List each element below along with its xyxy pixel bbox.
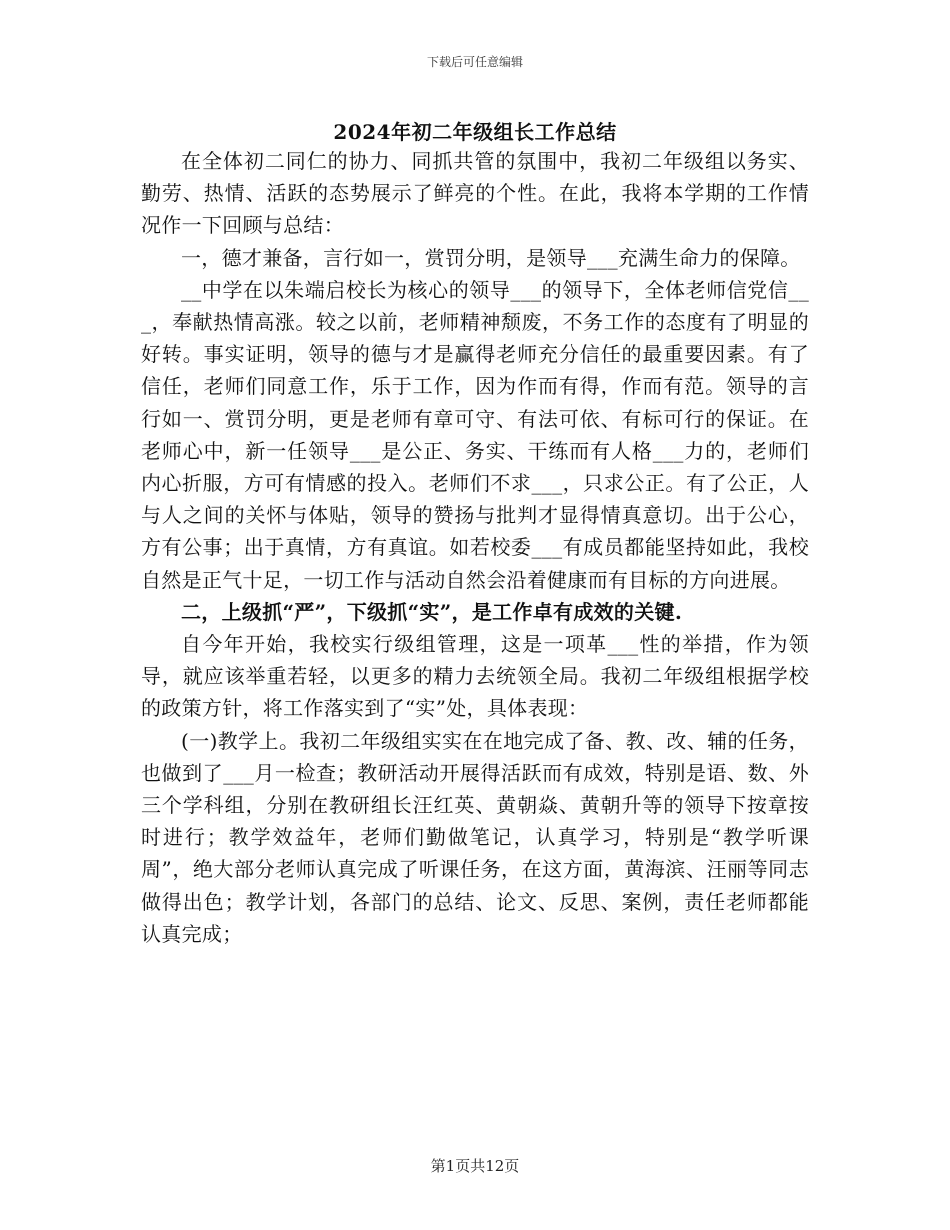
document-body xyxy=(141,145,809,950)
paragraph-teaching: (一)教学上。我初二年级组实实在在地完成了备、教、改、辅的任务，也做到了___月一检查；教研活动开展得活跃而有成效，特别是语、数、外三个学科组，分别在教研组长汪红英、黄朝焱、黄朝升等的领导下按章按时进行；教学效益年，老师们勤做笔记，认真学习，特别是“教学听课周”，绝大部分老师认真完成了听课任务，在这方面，黄海滨、汪丽等同志做得出色；教学计划，各部门的总结、论文、反思、案例，责任老师都能认真完成； xyxy=(141,728,809,946)
document-title: 2024年初二年级组长工作总结 xyxy=(333,120,617,144)
page-number: 第1页共12页 xyxy=(430,1157,520,1175)
paragraph-section-1-body: __中学在以朱端启校长为核心的领导___的领导下，全体老师信党信___，奉献热情高涨。较之以前，老师精神颓废，不务工作的态度有了明显的好转。事实证明，领导的德与才是赢得老师充分信任的最重要因素。有了信任，老师们同意工作，乐于工作，因为作而有得，作而有范。领导的言行如一、赏罚分明，更是老师有章可守、有法可依、有标可行的保证。在老师心中，新一任领导___是公正、务实、干练而有人格___力的，老师们内心折服，方可有情感的投入。老师们不求___，只求公正。有了公正，人与人之间的关怀与体贴，领导的赞扬与批判才显得情真意切。出于公心，方有公事；出于真情，方有真谊。如若校委___有成员都能坚持如此，我校自然是正气十足，一切工作与活动自然会沿着健康而有目标的方向进展。 xyxy=(141,277,809,592)
paragraph-intro: 在全体初二同仁的协力、同抓共管的氛围中，我初二年级组以务实、勤劳、热情、活跃的态势展示了鲜亮的个性。在此，我将本学期的工作情况作一下回顾与总结： xyxy=(141,149,809,238)
paragraph-section-1-heading: 一，德才兼备，言行如一，赏罚分明，是领导___充满生命力的保障。 xyxy=(181,245,801,270)
paragraph-section-2-heading: 二，上级抓“严”，下级抓“实”，是工作卓有成效的关键. xyxy=(181,599,683,624)
page-header-note: 下载后可任意编辑 xyxy=(426,55,523,69)
paragraph-section-2-body: 自今年开始，我校实行级组管理，这是一项革___性的举措，作为领导，就应该举重若轻，以更多的精力去统领全局。我初二年级组根据学校的政策方针，将工作落实到了“实”处，具体表现： xyxy=(141,632,809,721)
